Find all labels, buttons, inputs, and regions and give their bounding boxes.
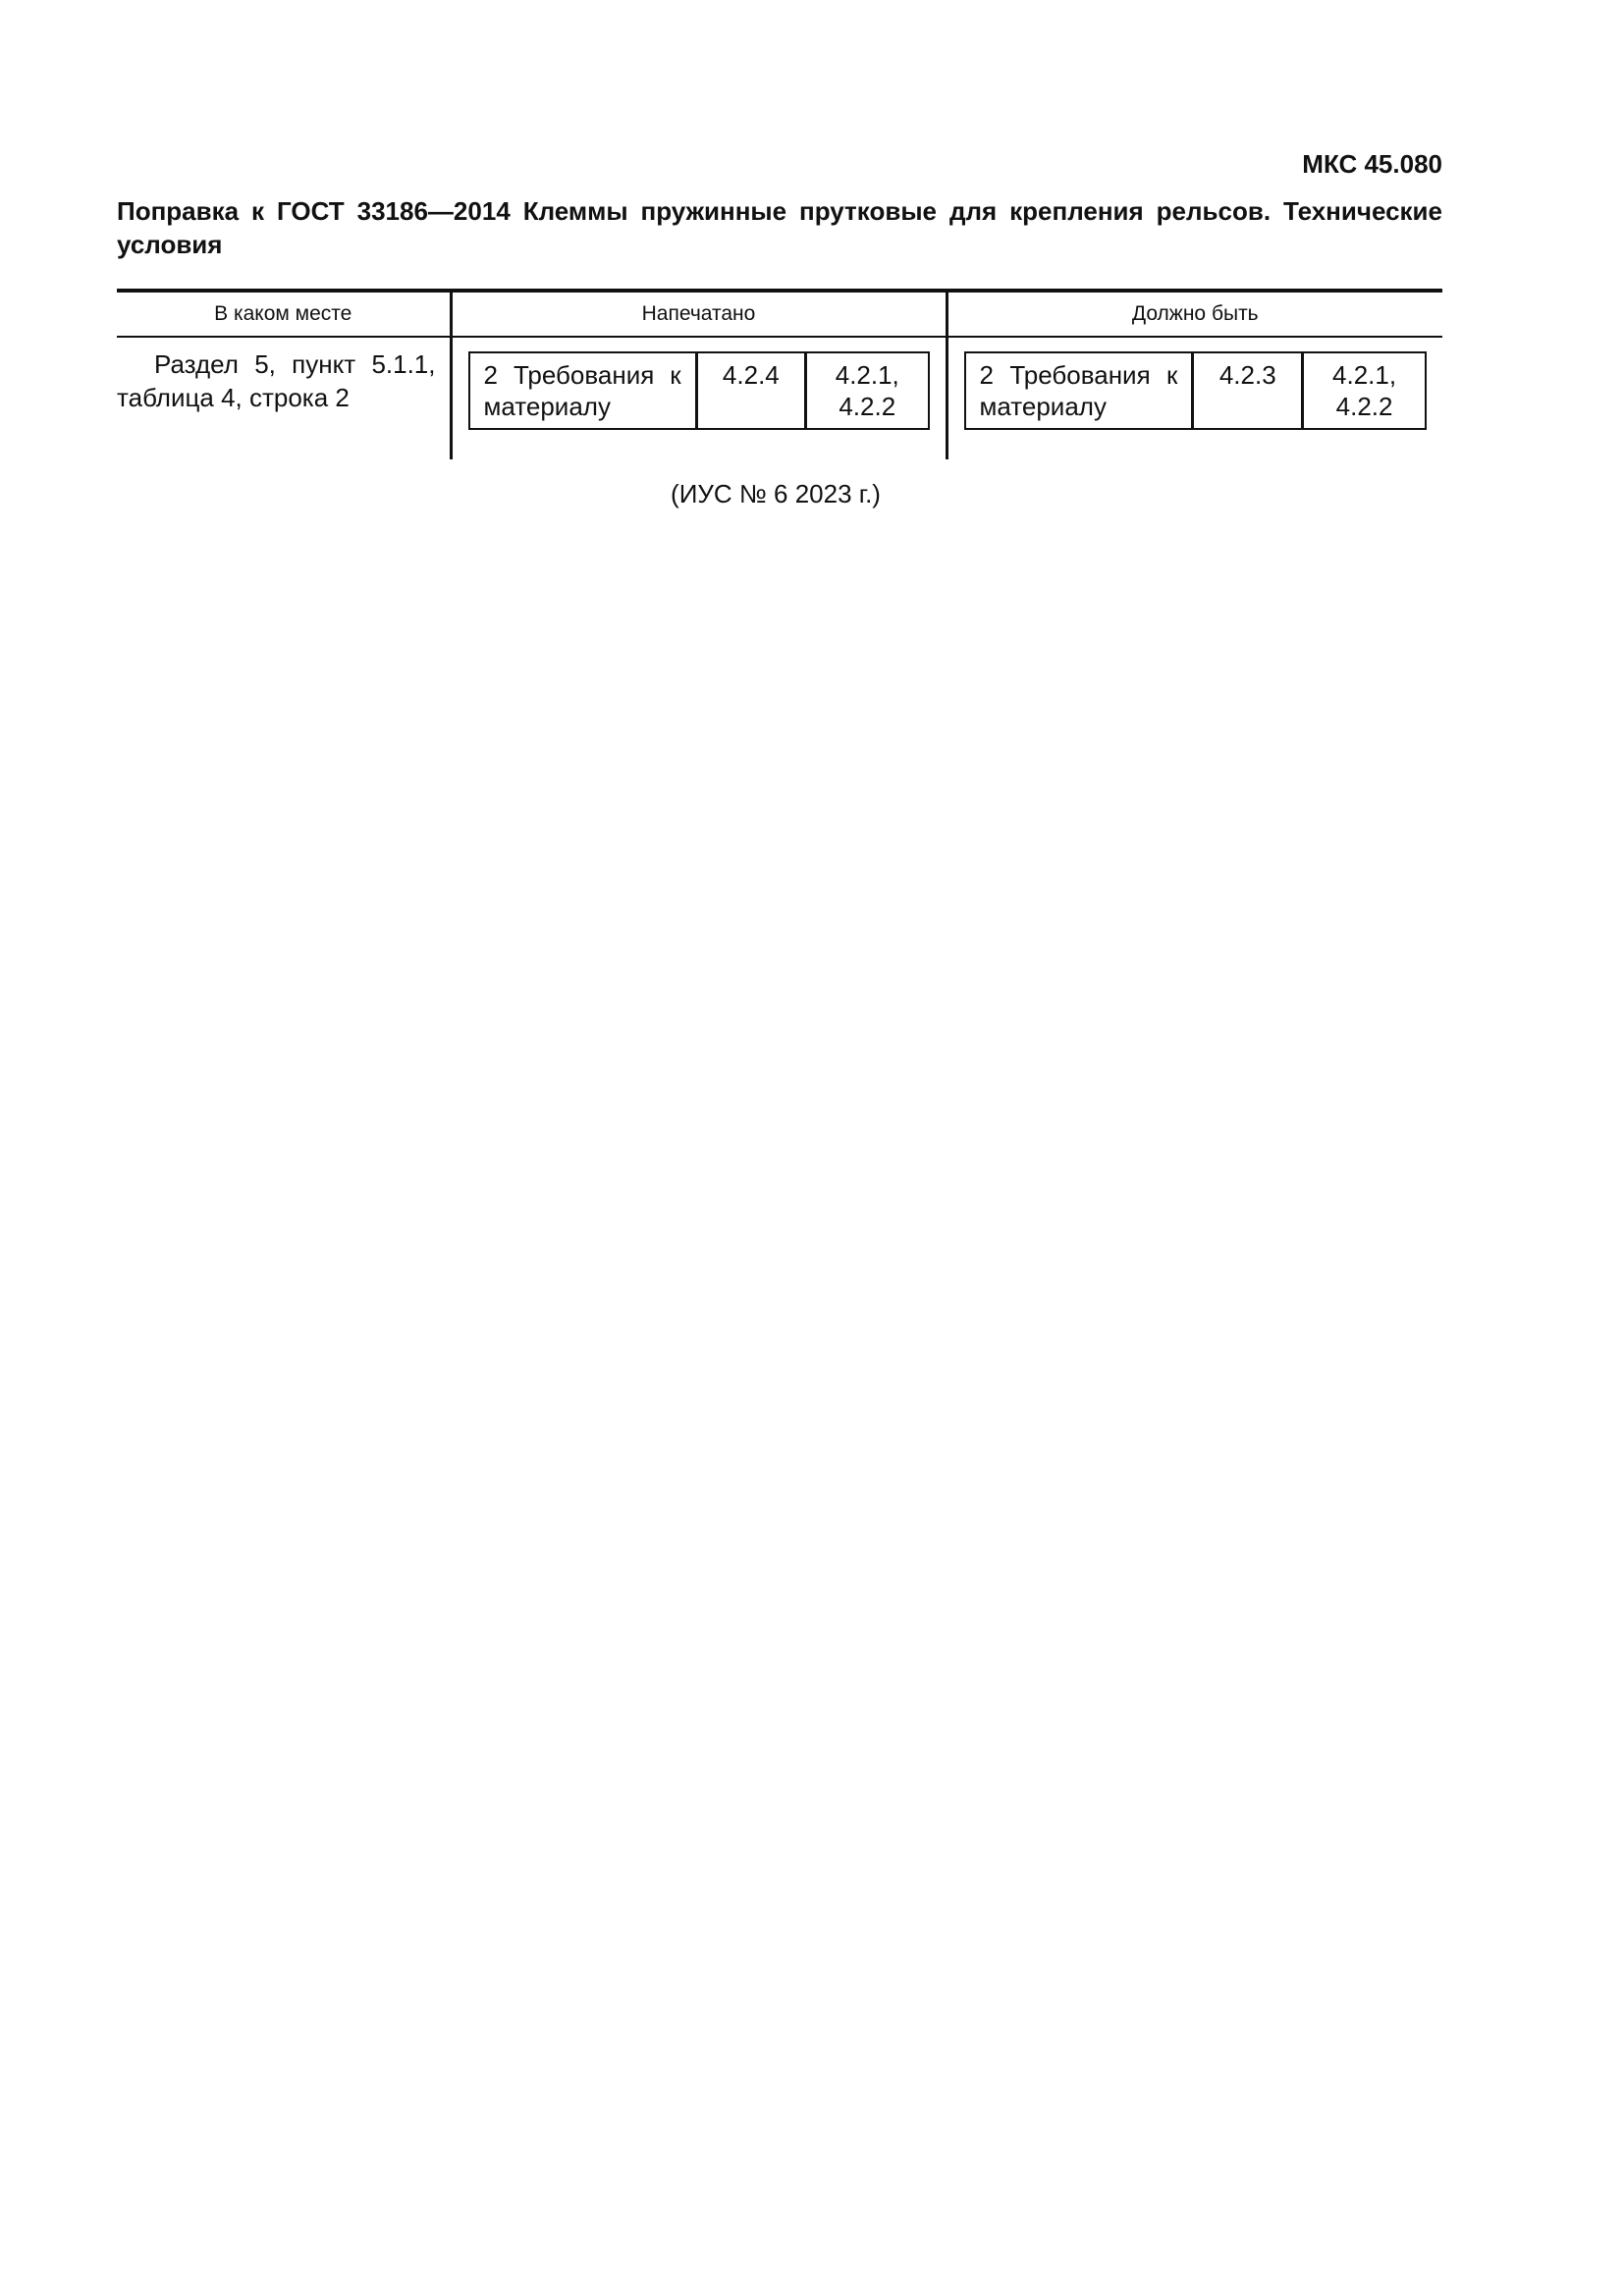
mks-code: МКС 45.080 — [1302, 149, 1442, 179]
should-be-inner-table — [964, 351, 1428, 430]
printed-inner-table — [468, 351, 930, 430]
place-text: Раздел 5, пункт 5.1.1, таблица 4, строка 2 — [117, 349, 436, 412]
table-row — [117, 337, 1442, 459]
document-title: Поправка к ГОСТ 33186—2014 Клеммы пружинные прутковые для крепления рельсов. Технические условия — [117, 196, 1442, 259]
column-header-should-be: Должно быть — [947, 291, 1442, 337]
column-header-printed: Напечатано — [451, 291, 947, 337]
table-header-row — [117, 291, 1442, 337]
should-be-cell — [947, 337, 1442, 459]
should-be-ref: 4.2.3 — [1193, 352, 1303, 429]
should-be-name: 2 Требования к материалу — [965, 352, 1193, 429]
should-be-ref2: 4.2.1, 4.2.2 — [1303, 352, 1426, 429]
correction-table — [117, 289, 1442, 459]
printed-ref2: 4.2.1, 4.2.2 — [806, 352, 929, 429]
place-cell — [117, 337, 451, 459]
printed-cell — [451, 337, 947, 459]
column-header-place: В каком месте — [117, 291, 451, 337]
printed-ref: 4.2.4 — [696, 352, 805, 429]
printed-name: 2 Требования к материалу — [469, 352, 697, 429]
ius-reference: (ИУС № 6 2023 г.) — [671, 479, 881, 508]
